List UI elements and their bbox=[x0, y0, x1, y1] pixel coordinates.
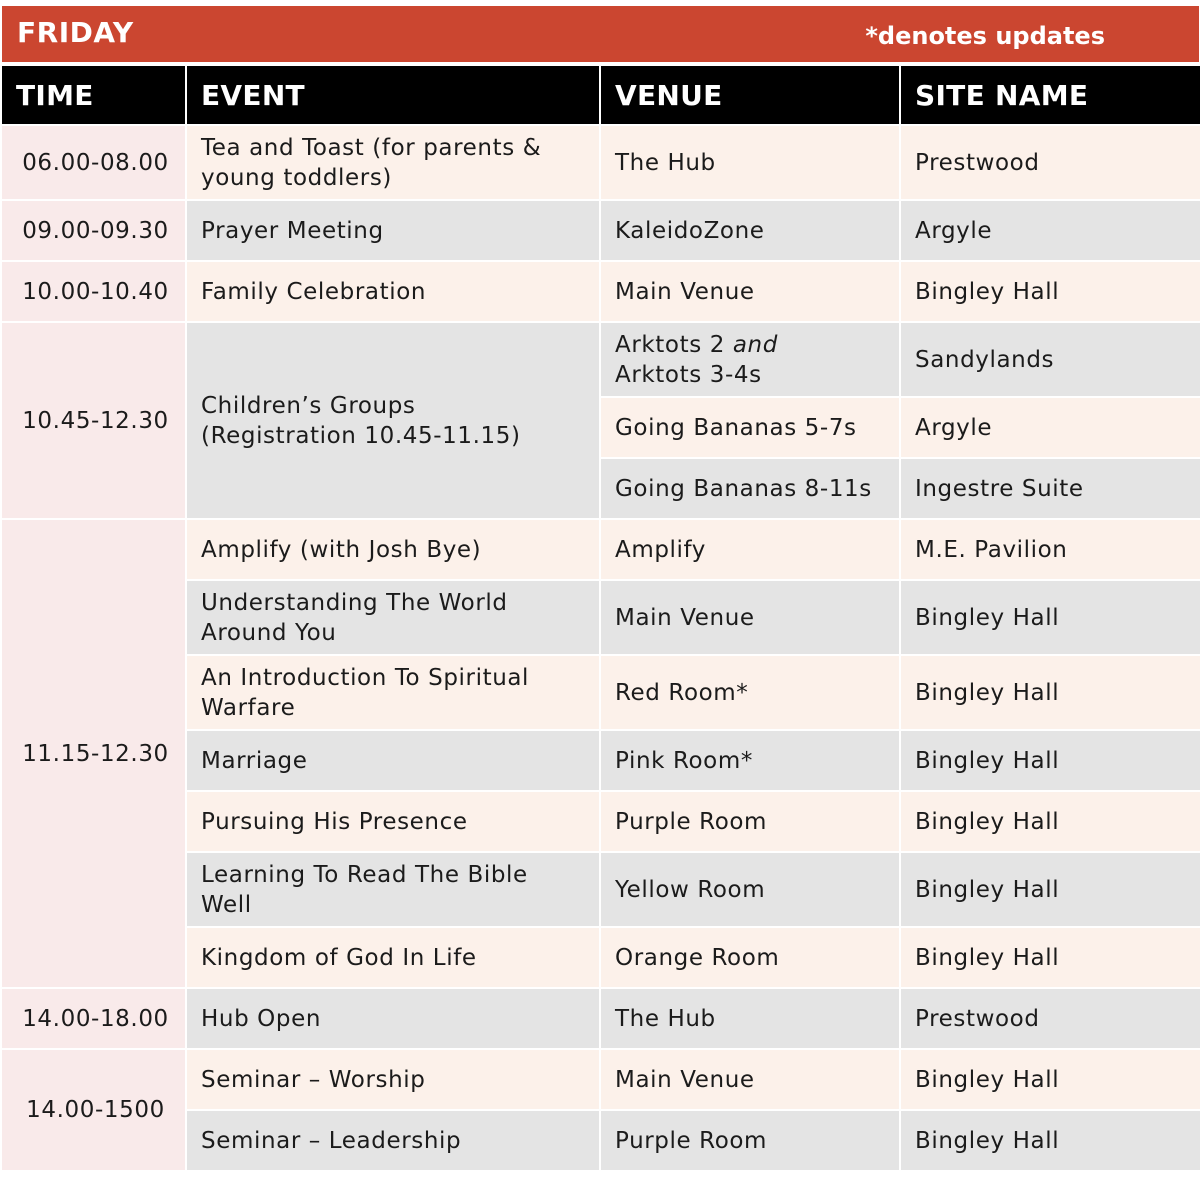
event-line: Tea and Toast (for parents & bbox=[201, 134, 542, 161]
venue-cell: Amplify bbox=[601, 520, 901, 581]
venue-cell: Purple Room bbox=[601, 1111, 901, 1172]
site-cell: Argyle bbox=[901, 201, 1200, 262]
site-cell: Bingley Hall bbox=[901, 581, 1200, 656]
site-cell: Bingley Hall bbox=[901, 656, 1200, 731]
event-line: (Registration 10.45-11.15) bbox=[201, 422, 521, 449]
venue-cell: Red Room* bbox=[601, 656, 901, 731]
venue-cell: Main Venue bbox=[601, 262, 901, 323]
event-line: Well bbox=[201, 891, 252, 918]
day-banner bbox=[2, 6, 1199, 62]
event-line: young toddlers) bbox=[201, 164, 392, 191]
event-cell bbox=[187, 656, 601, 731]
venue-text: Arktots 2 bbox=[615, 331, 733, 358]
venue-cell: Yellow Room bbox=[601, 853, 901, 928]
time-cell: 09.00-09.30 bbox=[2, 201, 187, 262]
venue-cell bbox=[601, 323, 901, 398]
venue-cell: Pink Room* bbox=[601, 731, 901, 792]
venue-cell: The Hub bbox=[601, 126, 901, 201]
site-cell: Prestwood bbox=[901, 989, 1200, 1050]
event-line: Understanding The World bbox=[201, 589, 508, 616]
venue-cell: KaleidoZone bbox=[601, 201, 901, 262]
venue-cell: The Hub bbox=[601, 989, 901, 1050]
venue-text: Arktots 3-4s bbox=[615, 361, 762, 388]
header-row bbox=[2, 66, 1200, 126]
column-header-event: EVENT bbox=[187, 66, 601, 126]
site-cell: Bingley Hall bbox=[901, 853, 1200, 928]
time-cell: 06.00-08.00 bbox=[2, 126, 187, 201]
time-cell: 14.00-1500 bbox=[2, 1050, 187, 1172]
table-row bbox=[2, 520, 1200, 581]
column-header-site-name: SITE NAME bbox=[901, 66, 1200, 126]
table-row bbox=[2, 262, 1200, 323]
event-cell: Seminar – Worship bbox=[187, 1050, 601, 1111]
event-cell: Pursuing His Presence bbox=[187, 792, 601, 853]
event-line: Warfare bbox=[201, 694, 296, 721]
venue-cell: Orange Room bbox=[601, 928, 901, 989]
site-cell: Ingestre Suite bbox=[901, 459, 1200, 520]
site-cell: Prestwood bbox=[901, 126, 1200, 201]
event-cell: Seminar – Leadership bbox=[187, 1111, 601, 1172]
site-cell: Argyle bbox=[901, 398, 1200, 459]
table-row bbox=[2, 989, 1200, 1050]
event-cell bbox=[187, 853, 601, 928]
event-cell: Kingdom of God In Life bbox=[187, 928, 601, 989]
venue-cell: Main Venue bbox=[601, 1050, 901, 1111]
event-line: An Introduction To Spiritual bbox=[201, 664, 530, 691]
column-header-venue: VENUE bbox=[601, 66, 901, 126]
event-cell bbox=[187, 323, 601, 520]
site-cell: Bingley Hall bbox=[901, 1111, 1200, 1172]
event-cell: Prayer Meeting bbox=[187, 201, 601, 262]
event-line: Learning To Read The Bible bbox=[201, 861, 528, 888]
time-cell: 11.15-12.30 bbox=[2, 520, 187, 989]
site-cell: Bingley Hall bbox=[901, 262, 1200, 323]
time-cell: 10.45-12.30 bbox=[2, 323, 187, 520]
event-cell: Family Celebration bbox=[187, 262, 601, 323]
site-cell: M.E. Pavilion bbox=[901, 520, 1200, 581]
event-cell bbox=[187, 581, 601, 656]
table-row bbox=[2, 201, 1200, 262]
event-cell: Hub Open bbox=[187, 989, 601, 1050]
event-cell: Marriage bbox=[187, 731, 601, 792]
venue-conjunction: and bbox=[732, 331, 778, 358]
time-cell: 10.00-10.40 bbox=[2, 262, 187, 323]
schedule-table bbox=[2, 66, 1200, 1172]
venue-cell: Going Bananas 5-7s bbox=[601, 398, 901, 459]
updates-note: *denotes updates bbox=[865, 22, 1105, 50]
venue-cell: Main Venue bbox=[601, 581, 901, 656]
site-cell: Bingley Hall bbox=[901, 792, 1200, 853]
table-row bbox=[2, 323, 1200, 398]
event-cell: Amplify (with Josh Bye) bbox=[187, 520, 601, 581]
event-line: Around You bbox=[201, 619, 337, 646]
table-row bbox=[2, 126, 1200, 201]
time-cell: 14.00-18.00 bbox=[2, 989, 187, 1050]
site-cell: Sandylands bbox=[901, 323, 1200, 398]
site-cell: Bingley Hall bbox=[901, 731, 1200, 792]
venue-cell: Going Bananas 8-11s bbox=[601, 459, 901, 520]
day-title: FRIDAY bbox=[17, 16, 134, 49]
column-header-time: TIME bbox=[2, 66, 187, 126]
site-cell: Bingley Hall bbox=[901, 928, 1200, 989]
event-cell bbox=[187, 126, 601, 201]
table-row bbox=[2, 1050, 1200, 1111]
site-cell: Bingley Hall bbox=[901, 1050, 1200, 1111]
venue-cell: Purple Room bbox=[601, 792, 901, 853]
event-line: Children’s Groups bbox=[201, 392, 416, 419]
